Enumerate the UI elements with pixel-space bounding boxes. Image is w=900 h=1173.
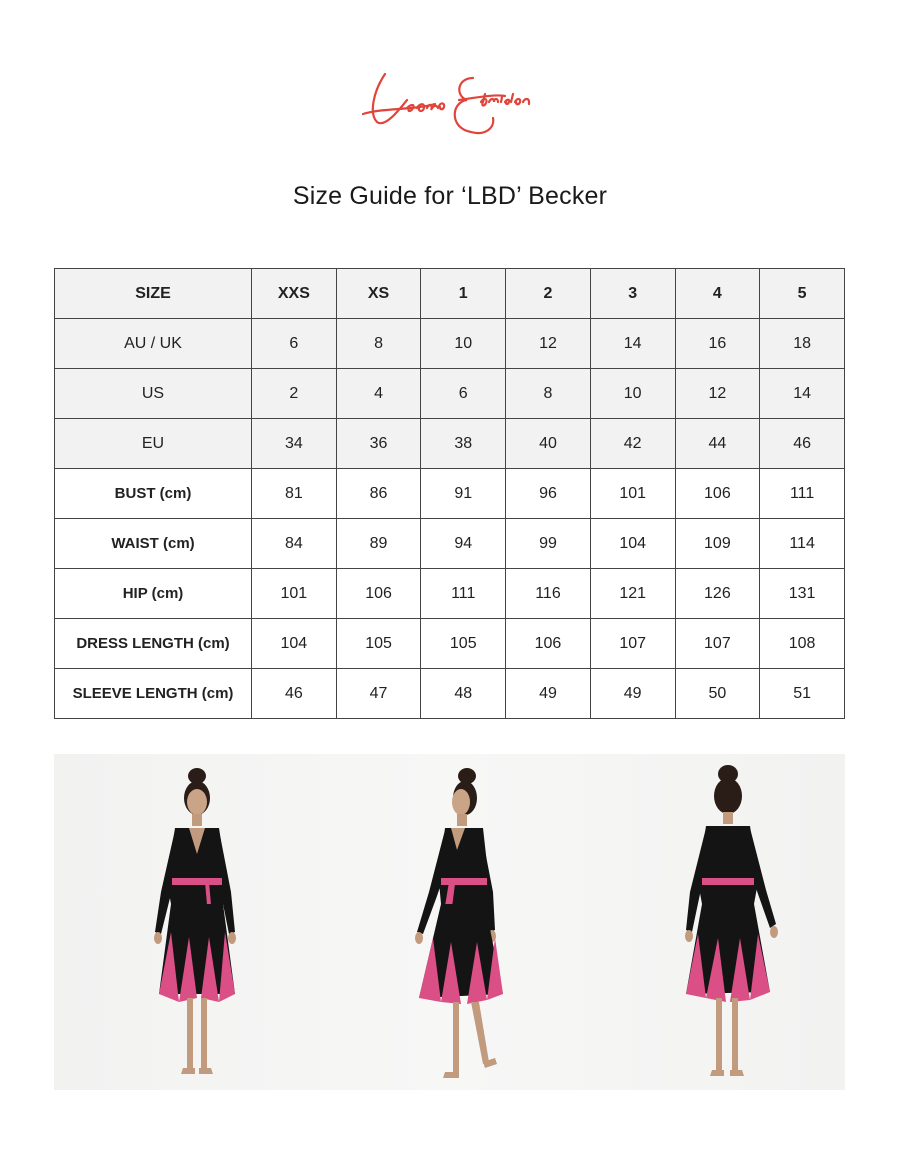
table-cell: 91 bbox=[421, 469, 506, 519]
table-cell: 46 bbox=[252, 669, 337, 719]
table-cell: 18 bbox=[760, 319, 845, 369]
table-cell: 38 bbox=[421, 419, 506, 469]
table-header-cell: XXS bbox=[252, 269, 337, 319]
brand-logo bbox=[355, 52, 545, 152]
dress-front-figure bbox=[131, 762, 261, 1087]
table-cell: 8 bbox=[506, 369, 591, 419]
table-cell: 16 bbox=[675, 319, 760, 369]
signature-logo-graphic bbox=[355, 52, 545, 152]
table-cell: 10 bbox=[590, 369, 675, 419]
table-cell: 111 bbox=[760, 469, 845, 519]
model-photo-side bbox=[397, 762, 527, 1087]
table-cell: 34 bbox=[252, 419, 337, 469]
table-row bbox=[55, 419, 845, 469]
table-cell: 49 bbox=[590, 669, 675, 719]
table-cell: 101 bbox=[252, 569, 337, 619]
table-cell: 47 bbox=[336, 669, 421, 719]
table-cell: 108 bbox=[760, 619, 845, 669]
table-cell: 89 bbox=[336, 519, 421, 569]
row-label: SLEEVE LENGTH (cm) bbox=[55, 669, 252, 719]
table-cell: 126 bbox=[675, 569, 760, 619]
table-cell: 48 bbox=[421, 669, 506, 719]
row-label: DRESS LENGTH (cm) bbox=[55, 619, 252, 669]
table-cell: 6 bbox=[421, 369, 506, 419]
table-cell: 106 bbox=[506, 619, 591, 669]
table-row bbox=[55, 319, 845, 369]
table-cell: 8 bbox=[336, 319, 421, 369]
table-header-cell: 3 bbox=[590, 269, 675, 319]
table-cell: 12 bbox=[506, 319, 591, 369]
table-cell: 107 bbox=[590, 619, 675, 669]
table-cell: 104 bbox=[252, 619, 337, 669]
model-photo-front bbox=[131, 762, 261, 1087]
table-cell: 109 bbox=[675, 519, 760, 569]
table-cell: 101 bbox=[590, 469, 675, 519]
table-cell: 111 bbox=[421, 569, 506, 619]
table-cell: 104 bbox=[590, 519, 675, 569]
table-cell: 86 bbox=[336, 469, 421, 519]
table-header-cell: 1 bbox=[421, 269, 506, 319]
table-cell: 12 bbox=[675, 369, 760, 419]
table-row bbox=[55, 619, 845, 669]
table-cell: 4 bbox=[336, 369, 421, 419]
table-cell: 50 bbox=[675, 669, 760, 719]
table-cell: 94 bbox=[421, 519, 506, 569]
dress-side-figure bbox=[397, 762, 527, 1087]
row-label: WAIST (cm) bbox=[55, 519, 252, 569]
dress-back-figure bbox=[666, 762, 796, 1087]
table-cell: 51 bbox=[760, 669, 845, 719]
table-cell: 6 bbox=[252, 319, 337, 369]
table-header-cell: 5 bbox=[760, 269, 845, 319]
table-cell: 49 bbox=[506, 669, 591, 719]
table-header-cell: XS bbox=[336, 269, 421, 319]
table-cell: 121 bbox=[590, 569, 675, 619]
table-cell: 105 bbox=[421, 619, 506, 669]
table-cell: 46 bbox=[760, 419, 845, 469]
table-cell: 106 bbox=[675, 469, 760, 519]
row-label: BUST (cm) bbox=[55, 469, 252, 519]
table-cell: 81 bbox=[252, 469, 337, 519]
table-header-label: SIZE bbox=[55, 269, 252, 319]
table-cell: 96 bbox=[506, 469, 591, 519]
table-header-cell: 2 bbox=[506, 269, 591, 319]
table-cell: 14 bbox=[760, 369, 845, 419]
table-cell: 2 bbox=[252, 369, 337, 419]
table-header-cell: 4 bbox=[675, 269, 760, 319]
table-header-row bbox=[55, 269, 845, 319]
row-label: HIP (cm) bbox=[55, 569, 252, 619]
table-cell: 36 bbox=[336, 419, 421, 469]
table-row bbox=[55, 369, 845, 419]
page-title: Size Guide for ‘LBD’ Becker bbox=[292, 182, 608, 210]
row-label: AU / UK bbox=[55, 319, 252, 369]
row-label: US bbox=[55, 369, 252, 419]
row-label: EU bbox=[55, 419, 252, 469]
table-cell: 131 bbox=[760, 569, 845, 619]
table-cell: 44 bbox=[675, 419, 760, 469]
size-table bbox=[54, 268, 845, 719]
table-cell: 114 bbox=[760, 519, 845, 569]
product-photos bbox=[54, 754, 845, 1090]
table-cell: 105 bbox=[336, 619, 421, 669]
table-cell: 14 bbox=[590, 319, 675, 369]
table-row bbox=[55, 569, 845, 619]
table-cell: 40 bbox=[506, 419, 591, 469]
table-row bbox=[55, 669, 845, 719]
table-cell: 99 bbox=[506, 519, 591, 569]
table-cell: 84 bbox=[252, 519, 337, 569]
table-cell: 106 bbox=[336, 569, 421, 619]
table-row bbox=[55, 469, 845, 519]
table-cell: 107 bbox=[675, 619, 760, 669]
table-cell: 116 bbox=[506, 569, 591, 619]
table-cell: 10 bbox=[421, 319, 506, 369]
model-photo-back bbox=[666, 762, 796, 1087]
table-row bbox=[55, 519, 845, 569]
table-cell: 42 bbox=[590, 419, 675, 469]
